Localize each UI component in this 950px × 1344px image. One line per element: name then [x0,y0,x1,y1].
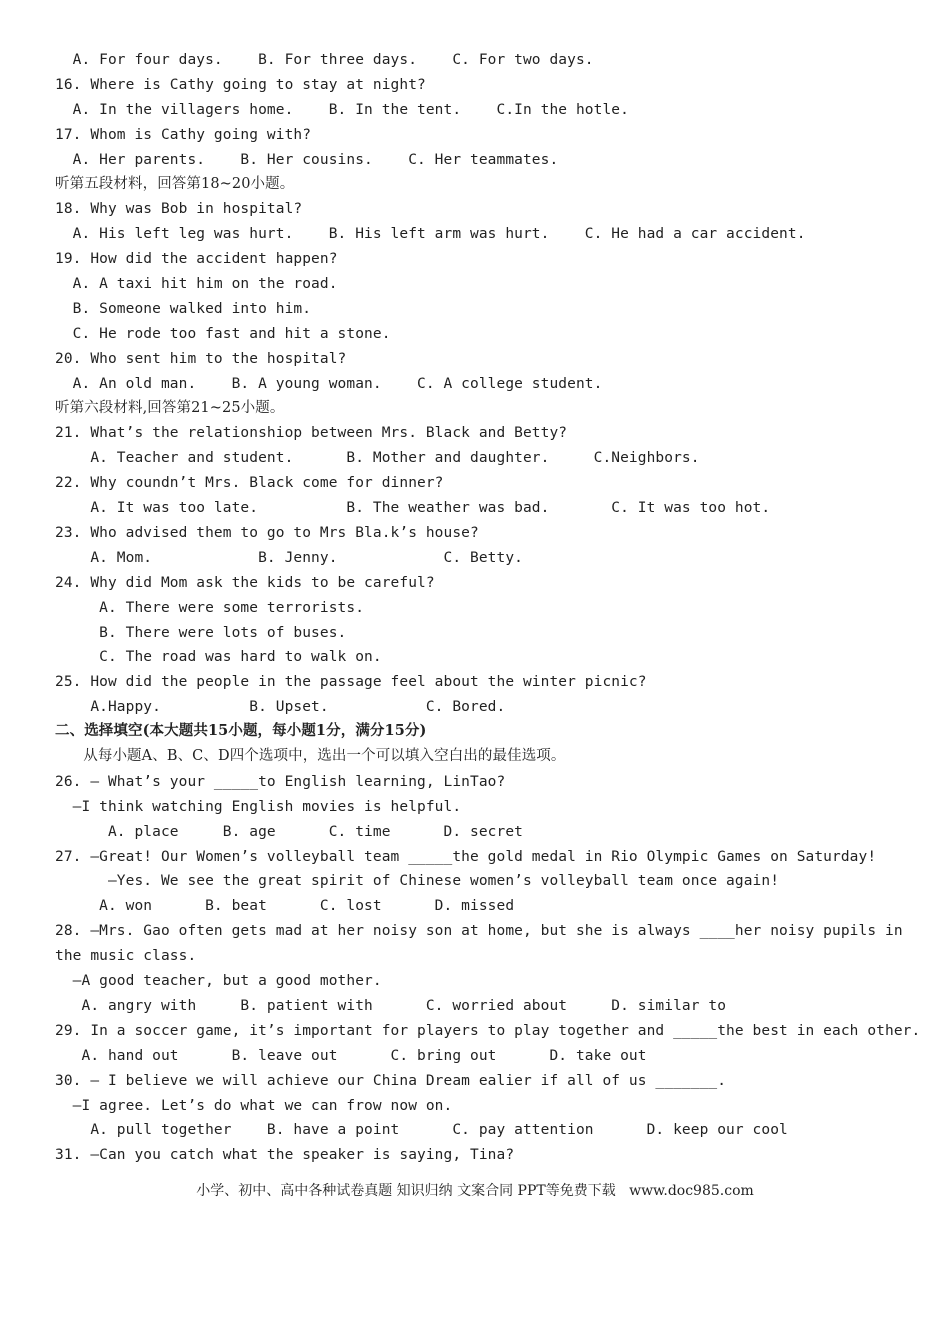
text-line: 30. — I believe we will achieve our China Dream ealier if all of us _______. [55,1073,727,1089]
text-line: B. Someone walked into him. [55,301,312,317]
text-line: A.Happy. B. Upset. C. Bored. [55,699,506,715]
text-line: 28. —Mrs. Gao often gets mad at her noisy son at home, but she is always ____her noisy pupils in [55,923,903,939]
text-line: 22. Why coundn’t Mrs. Black come for dinner? [55,475,444,491]
text-line: C. The road was hard to walk on. [55,649,382,665]
text-line: 25. How did the people in the passage feel about the winter picnic? [55,674,647,690]
page-footer: 小学、初中、高中各种试卷真题 知识归纳 文案合同 PPT等免费下载 www.doc985.com [196,1183,754,1199]
text-line: 27. —Great! Our Women’s volleyball team _____the gold medal in Rio Olympic Games on Saturday! [55,849,877,865]
text-line: 18. Why was Bob in hospital? [55,201,303,217]
text-line: 23. Who advised them to go to Mrs Bla.k’s house? [55,525,479,541]
text-line: A. For four days. B. For three days. C. For two days. [55,52,594,68]
text-line: 29. In a soccer game, it’s important for players to play together and _____the best in each other. [55,1023,921,1039]
text-line: the music class. [55,948,197,964]
text-line: A. Teacher and student. B. Mother and daughter. C.Neighbors. [55,450,700,466]
text-line: A. It was too late. B. The weather was bad. C. It was too hot. [55,500,771,516]
text-line: 19. How did the accident happen? [55,251,338,267]
text-line: A. Mom. B. Jenny. C. Betty. [55,550,523,566]
text-line: 24. Why did Mom ask the kids to be careful? [55,575,435,591]
text-line: A. Her parents. B. Her cousins. C. Her teammates. [55,152,559,168]
text-line: A. place B. age C. time D. secret [55,824,523,840]
text-line: —Yes. We see the great spirit of Chinese women’s volleyball team once again! [55,873,780,889]
text-line: 16. Where is Cathy going to stay at night? [55,77,426,93]
text-line: A. A taxi hit him on the road. [55,276,338,292]
text-line: A. hand out B. leave out C. bring out D. take out [55,1048,647,1064]
text-line: A. In the villagers home. B. In the tent. C.In the hotle. [55,102,629,118]
text-line: —I agree. Let’s do what we can frow now on. [55,1098,453,1114]
text-line: A. angry with B. patient with C. worried about D. similar to [55,998,727,1014]
text-line: 听第六段材料,回答第21~25小题。 [55,400,285,416]
text-line: —A good teacher, but a good mother. [55,973,382,989]
text-line: B. There were lots of buses. [55,625,347,641]
text-line: C. He rode too fast and hit a stone. [55,326,391,342]
text-line: A. won B. beat C. lost D. missed [55,898,515,914]
text-line: A. An old man. B. A young woman. C. A college student. [55,376,603,392]
text-line: 二、选择填空(本大题共15小题，每小题1分，满分15分) [55,722,427,739]
text-line: A. His left leg was hurt. B. His left arm was hurt. C. He had a car accident. [55,226,806,242]
text-line: 31. —Can you catch what the speaker is saying, Tina? [55,1147,515,1163]
text-line: —I think watching English movies is helpful. [55,799,462,815]
text-line: 17. Whom is Cathy going with? [55,127,312,143]
text-line: 21. What’s the relationshiop between Mrs. Black and Betty? [55,425,568,441]
text-line: 从每小题A、B、C、D四个选项中，选出一个可以填入空白出的最佳选项。 [55,748,566,764]
text-line: 26. — What’s your _____to English learning, LinTao? [55,774,506,790]
text-line: 20. Who sent him to the hospital? [55,351,347,367]
text-line: 听第五段材料，回答第18~20小题。 [55,176,295,192]
text-line: A. There were some terrorists. [55,600,365,616]
text-line: A. pull together B. have a point C. pay attention D. keep our cool [55,1122,788,1138]
